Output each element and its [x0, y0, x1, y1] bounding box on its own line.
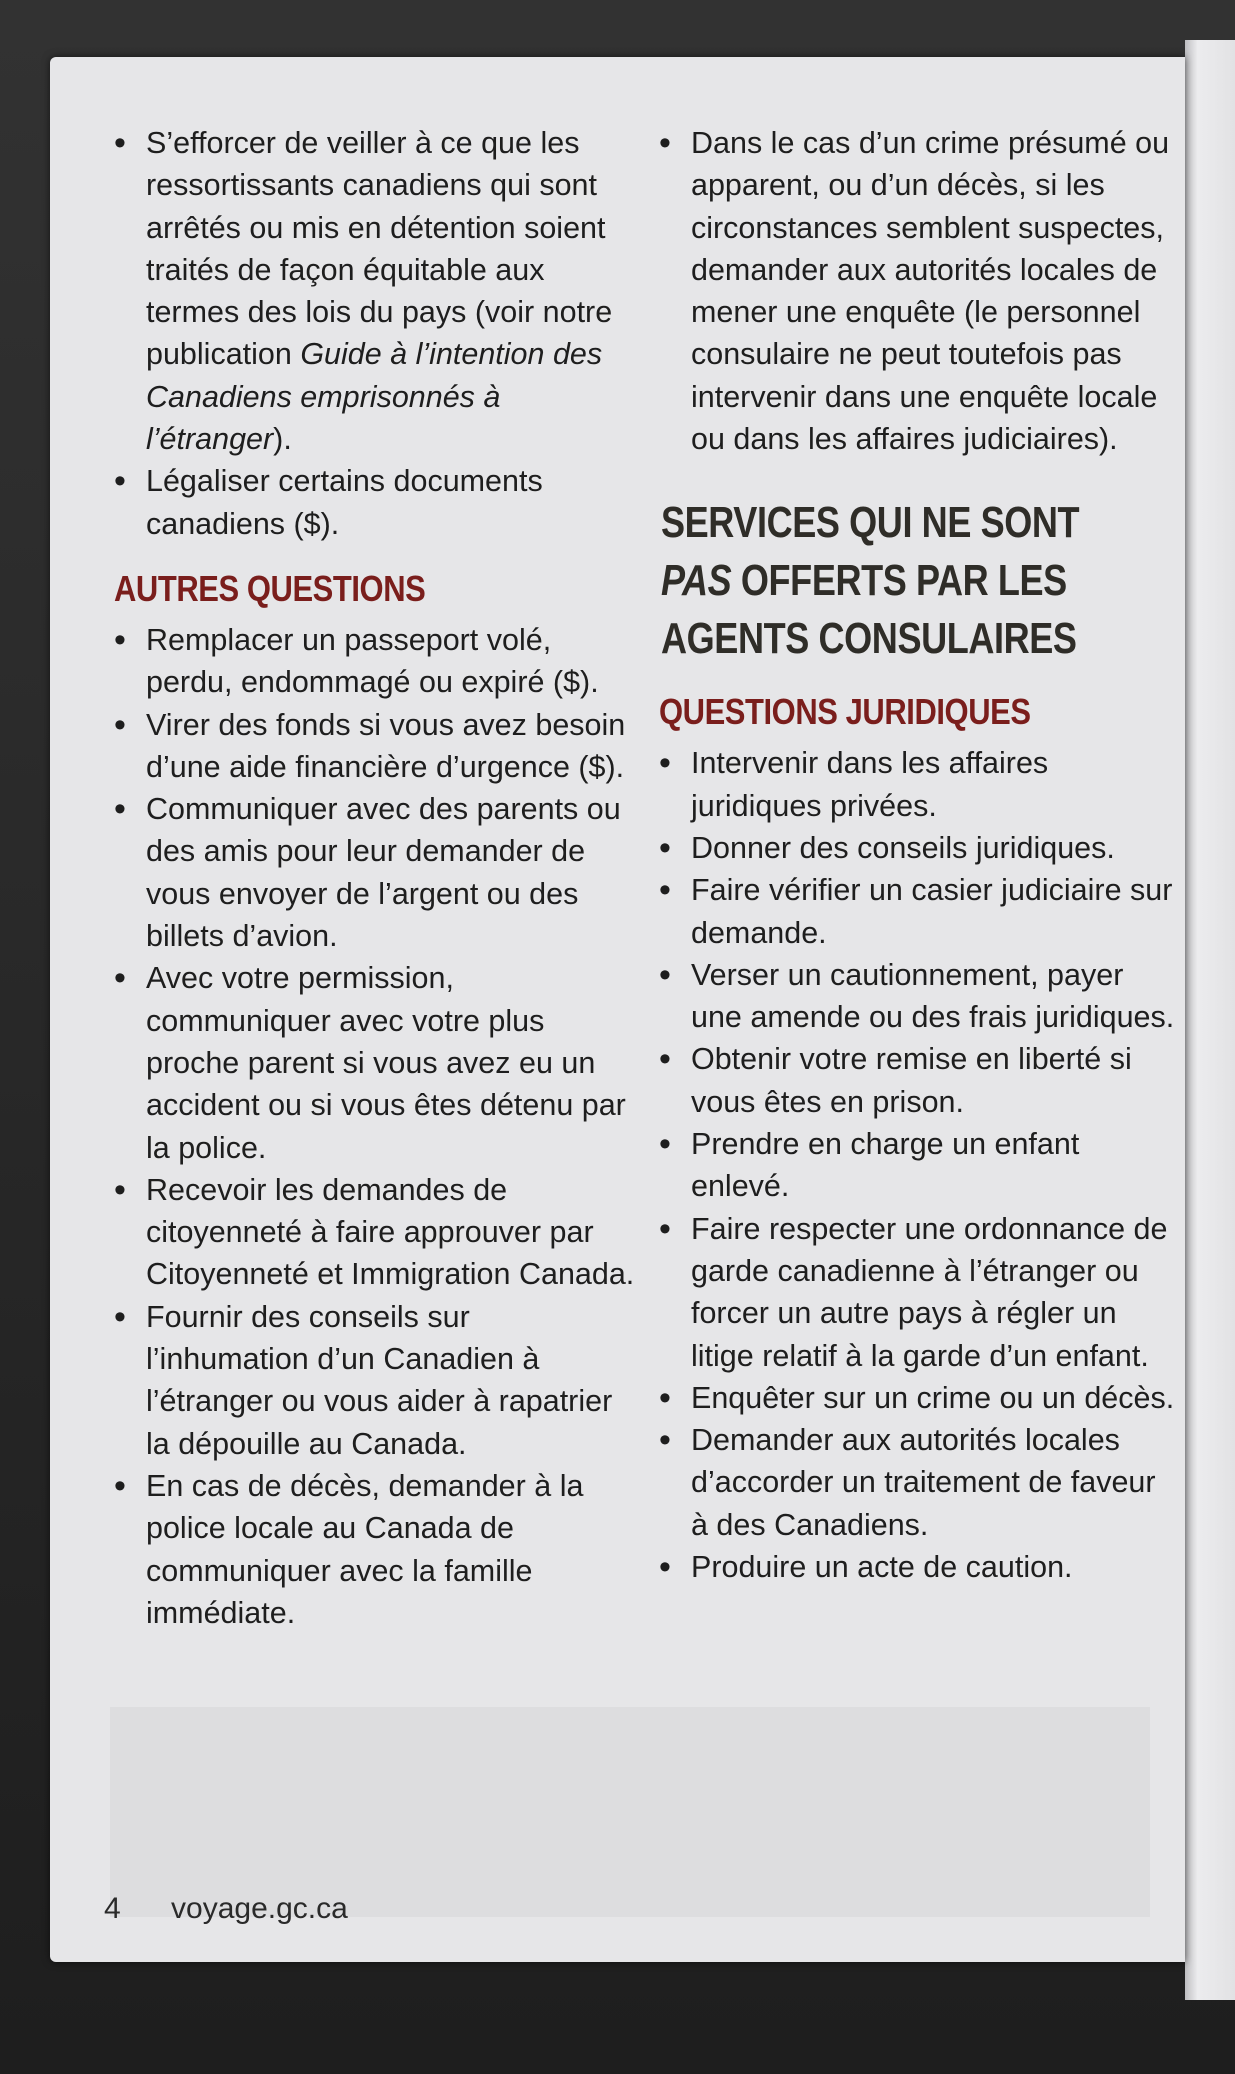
list-item	[110, 460, 640, 545]
list-item: • Intervenir dans les affaires juridiques privées.	[655, 742, 1180, 827]
list-item: • Fournir des conseils sur l’inhumation d’un Canadien à l’étranger ou vous aider à rapatrier la dépouille au Canada.	[110, 1296, 640, 1465]
section-heading-autres-questions: AUTRES QUESTIONS	[114, 567, 426, 609]
heading-line: AGENTS CONSULAIRES	[661, 614, 1077, 664]
heading-line	[661, 552, 1087, 610]
list-item: • Prendre en charge un enfant enlevé.	[655, 1123, 1180, 1208]
list-item: • Enquêter sur un crime ou un décès.	[655, 1377, 1180, 1419]
right-column	[655, 122, 1180, 1588]
heading-line-rest: OFFERTS PAR LES	[731, 556, 1067, 606]
left-top-list	[110, 122, 640, 545]
right-top-list	[655, 122, 1180, 460]
publication-title: Guide à l’intention des Canadiens emprisonnés à l’étranger	[146, 337, 603, 457]
list-item: • Faire vérifier un casier judiciaire sur demande.	[655, 869, 1180, 954]
heading-emphasis: PAS	[661, 556, 732, 606]
list-item: • En cas de décès, demander à la police locale au Canada de communiquer avec la famille immédiate.	[110, 1465, 640, 1634]
list-item: • Faire respecter une ordonnance de garde canadienne à l’étranger ou forcer un autre pays à régler un litige relatif à la garde d’un enfant.	[655, 1208, 1180, 1377]
left-column	[110, 122, 640, 1634]
list-item	[110, 122, 640, 460]
list-item: • Demander aux autorités locales d’accorder un traitement de faveur à des Canadiens.	[655, 1419, 1180, 1546]
questions-juridiques-list	[655, 742, 1180, 1588]
section-heading-services-non-offerts	[661, 494, 1087, 668]
list-item-text: Légaliser certains documents canadiens ($).	[146, 464, 543, 541]
adjacent-page-edge	[1185, 40, 1235, 2000]
autres-questions-list	[110, 619, 640, 1634]
list-item: • Produire un acte de caution.	[655, 1546, 1180, 1588]
list-item: • Remplacer un passeport volé, perdu, endommagé ou expiré ($).	[110, 619, 640, 704]
section-heading-questions-juridiques: QUESTIONS JURIDIQUES	[659, 691, 1031, 733]
list-item: • Verser un cautionnement, payer une amende ou des frais juridiques.	[655, 954, 1180, 1039]
page-footer	[104, 1892, 348, 1926]
list-item: • Communiquer avec des parents ou des amis pour leur demander de vous envoyer de l’argent ou des billets d’avion.	[110, 788, 640, 957]
page-shade	[110, 1707, 1150, 1917]
list-item: • Dans le cas d’un crime présumé ou apparent, ou d’un décès, si les circonstances semblent suspectes, demander aux autorités locales de mener une enquête (le personnel consulaire ne peut toutefois pas intervenir dans une enquête locale ou dans les affaires judiciaires).	[655, 122, 1180, 460]
page-number: 4	[104, 1892, 121, 1925]
list-item: • Avec votre permission, communiquer avec votre plus proche parent si vous avez eu un accident ou si vous êtes détenu par la police.	[110, 957, 640, 1168]
list-item: • Virer des fonds si vous avez besoin d’une aide financière d’urgence ($).	[110, 704, 640, 789]
list-item: • Recevoir les demandes de citoyenneté à faire approuver par Citoyenneté et Immigration Canada.	[110, 1169, 640, 1296]
list-item-text: ).	[273, 422, 292, 457]
list-item: • Obtenir votre remise en liberté si vous êtes en prison.	[655, 1038, 1180, 1123]
list-item-text: S’efforcer de veiller à ce que les ressortissants canadiens qui sont arrêtés ou mis en détention soient traités de façon équitable aux termes des lois du pays (voir notre publication	[146, 126, 613, 372]
heading-line: SERVICES QUI NE SONT	[661, 498, 1080, 548]
website-url: voyage.gc.ca	[171, 1892, 348, 1925]
list-item: • Donner des conseils juridiques.	[655, 827, 1180, 869]
